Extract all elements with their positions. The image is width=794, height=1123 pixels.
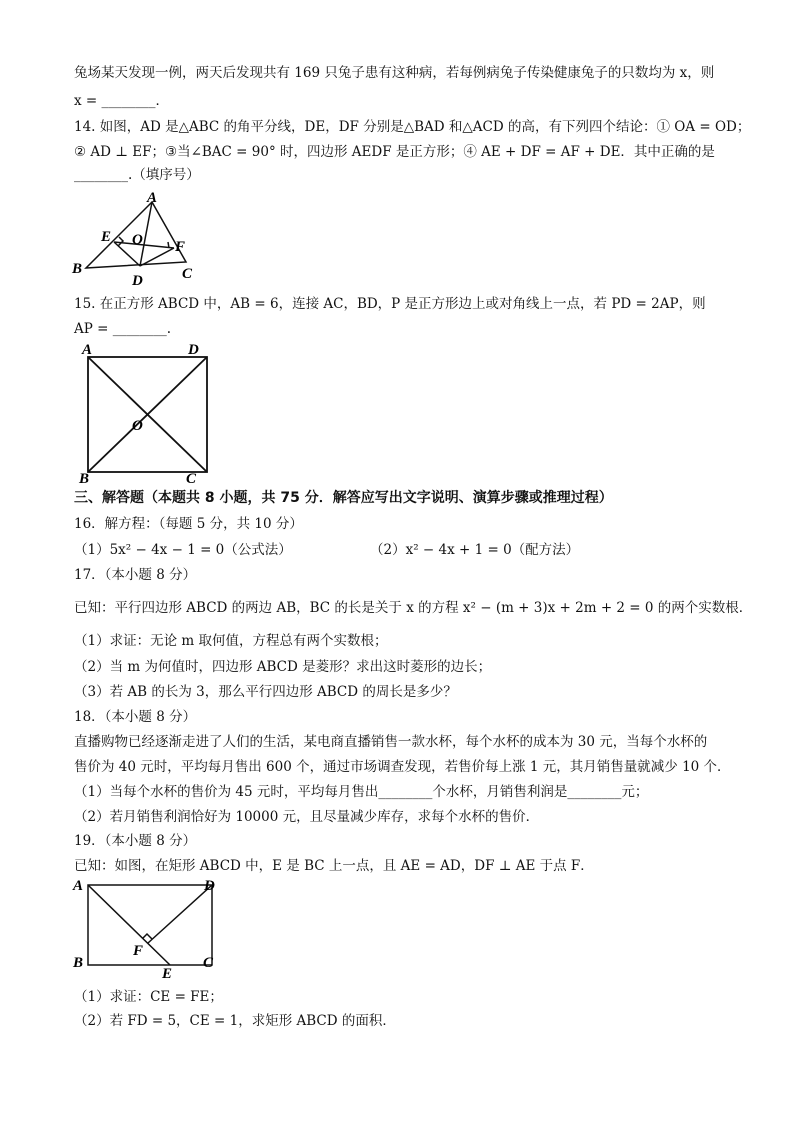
- figure-15: [76, 340, 216, 486]
- label-F: F: [175, 239, 186, 255]
- label-C: C: [182, 266, 193, 282]
- question-17-3: （3）若 AB 的长为 3，那么平行四边形 ABCD 的周长是多少？: [74, 684, 457, 700]
- text-line: ________.（填序号）: [74, 167, 200, 183]
- figure-14: [70, 190, 200, 290]
- label-O: O: [132, 418, 143, 434]
- question-19: 19．（本小题 8 分）: [74, 833, 197, 849]
- question-16-1: （1）5x² − 4x − 1 = 0（公式法）: [74, 542, 292, 558]
- label-D: D: [132, 273, 143, 289]
- question-17-1: （1）求证：无论 m 取何值，方程总有两个实数根；: [74, 633, 388, 649]
- question-16-2: （2）x² − 4x + 1 = 0（配方法）: [370, 542, 580, 558]
- label-A: A: [147, 190, 158, 206]
- question-18-1: （1）当每个水杯的售价为 45 元时，平均每月售出________个水杯，月销售利润是________元；: [74, 784, 649, 800]
- question-15: 15. 在正方形 ABCD 中，AB = 6，连接 AC，BD，P 是正方形边上或对角线上一点，若 PD = 2AP，则: [74, 296, 706, 312]
- question-18-2: （2）若月销售利润恰好为 10000 元，且尽量减少库存，求每个水杯的售价．: [74, 809, 540, 825]
- question-18-stem: 直播购物已经逐渐走进了人们的生活，某电商直播销售一款水杯，每个水杯的成本为 30 元，当每个水杯的: [74, 734, 708, 750]
- label-D: D: [188, 342, 199, 358]
- question-19-stem: 已知：如图，在矩形 ABCD 中，E 是 BC 上一点，且 AE = AD，DF ⊥ AE 于点 F．: [74, 858, 594, 874]
- label-E: E: [162, 966, 173, 980]
- label-C: C: [203, 955, 214, 971]
- text-line: 兔场某天发现一例，两天后发现共有 169 只兔子患有这种病，若每例病兔子传染健康兔子的只数均为 x，则: [74, 65, 715, 81]
- question-17: 17．（本小题 8 分）: [74, 567, 197, 583]
- text-line: x = ________．: [74, 93, 170, 109]
- question-17-stem: 已知：平行四边形 ABCD 的两边 AB，BC 的长是关于 x 的方程 x² − (m + 3)x + 2m + 2 = 0 的两个实数根．: [74, 600, 753, 616]
- text-line: AP = ________.: [74, 321, 172, 337]
- figure-19: [70, 875, 230, 980]
- section-3-heading: 三、解答题（本题共 8 小题，共 75 分．解答应写出文字说明、演算步骤或推理过程）: [74, 490, 613, 506]
- label-B: B: [73, 955, 84, 971]
- label-B: B: [79, 471, 90, 486]
- text-line: ② AD ⊥ EF；③当∠BAC = 90° 时，四边形 AEDF 是正方形；④ AE + DF = AF + DE．其中正确的是: [74, 144, 715, 160]
- label-A: A: [73, 878, 84, 894]
- label-E: E: [101, 229, 112, 245]
- text-line: 售价为 40 元时，平均每月售出 600 个，通过市场调查发现，若售价每上涨 1 元，其月销售量就减少 10 个．: [74, 759, 731, 775]
- question-18: 18．（本小题 8 分）: [74, 709, 197, 725]
- question-17-2: （2）当 m 为何值时，四边形 ABCD 是菱形？求出这时菱形的边长；: [74, 659, 492, 675]
- label-A: A: [82, 342, 93, 358]
- label-C: C: [186, 471, 197, 486]
- label-F: F: [133, 943, 144, 959]
- label-O: O: [132, 232, 143, 248]
- question-16: 16．解方程：（每题 5 分，共 10 分）: [74, 516, 303, 532]
- question-19-1: （1）求证：CE = FE；: [74, 989, 223, 1005]
- label-D: D: [204, 878, 215, 894]
- question-14: 14. 如图，AD 是△ABC 的角平分线，DE，DF 分别是△BAD 和△ACD 的高，有下列四个结论：① OA = OD；: [74, 119, 751, 135]
- question-19-2: （2）若 FD = 5，CE = 1，求矩形 ABCD 的面积．: [74, 1013, 396, 1029]
- label-B: B: [72, 261, 83, 277]
